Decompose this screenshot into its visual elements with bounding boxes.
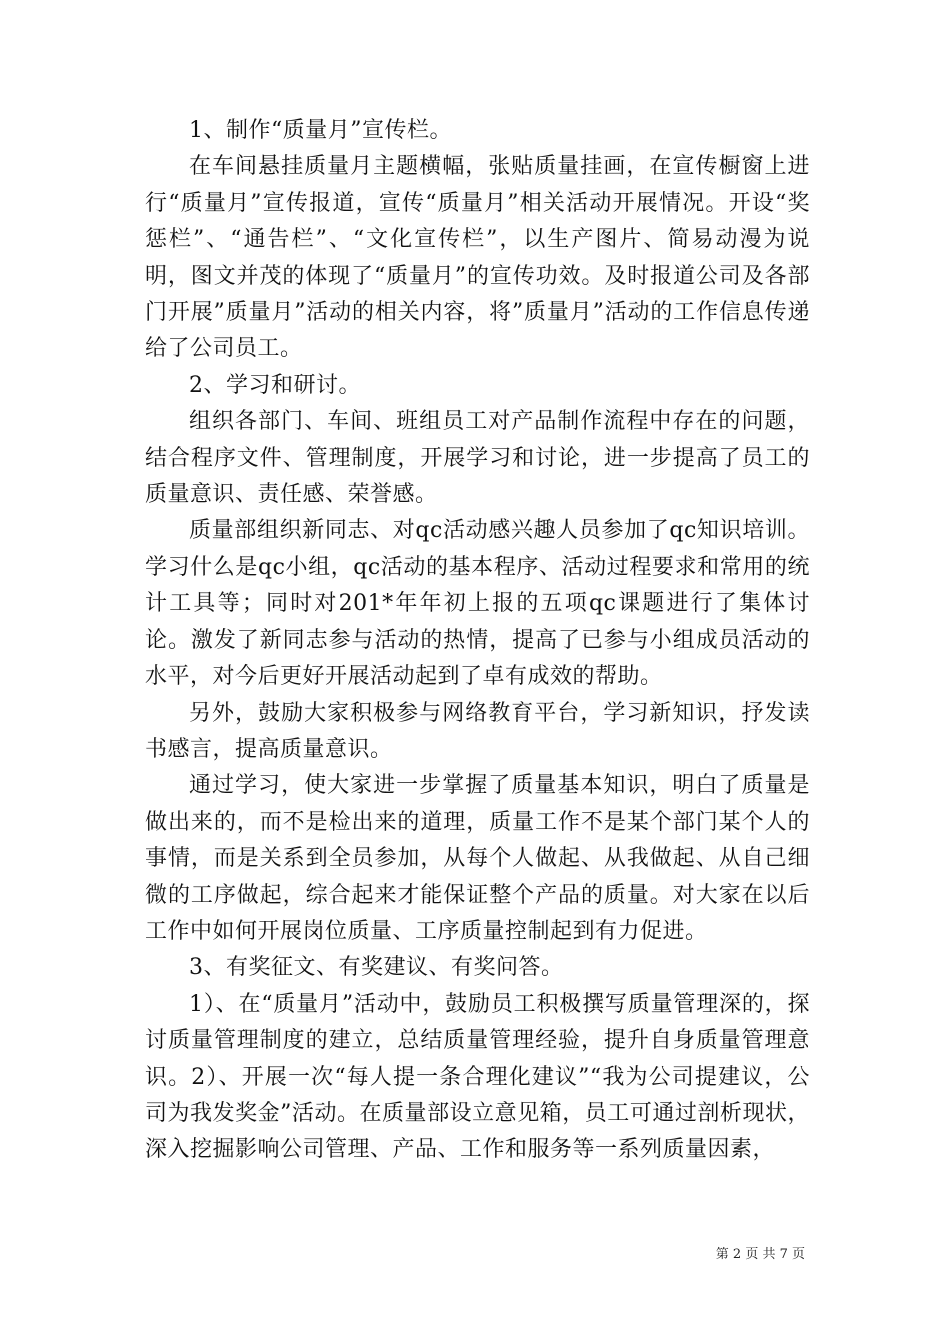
document-body [145, 113, 810, 1169]
paragraph-heading-1: 1、制作“质量月”宣传栏。 [189, 118, 452, 143]
paragraph: 另外，鼓励大家积极参与网络教育平台，学习新知识，抒发读书感言，提高质量意识。 [145, 700, 810, 762]
paragraph-heading-2: 2、学习和研讨。 [189, 372, 361, 398]
paragraph-heading-3: 3、有奖征文、有奖建议、有奖问答。 [189, 955, 564, 981]
paragraph: 1）、在“质量月”活动中，鼓励员工积极撰写质量管理深的，探讨质量管理制度的建立，总结质量管理经验，提升自身质量管理意识。2）、开展一次“每人提一条合理化建议”“我为公司提建议，公司为我发奖金”活动。在质量部设立意见箱，员工可通过剖析现状，深入挖掘影响公司管理、产品、工作和服务等一系列质量因素， [145, 991, 810, 1163]
paragraph: 通过学习，使大家进一步掌握了质量基本知识，明白了质量是做出来的，而不是检出来的道理，质量工作不是某个部门某个人的事情，而是关系到全员参加，从每个人做起、从我做起、从自己细微的工序做起，综合起来才能保证整个产品的质量。对大家在以后工作中如何开展岗位质量、工序质量控制起到有力促进。 [145, 773, 810, 944]
paragraph: 组织各部门、车间、班组员工对产品制作流程中存在的问题，结合程序文件、管理制度，开展学习和讨论，进一步提高了员工的质量意识、责任感、荣誉感。 [145, 409, 810, 508]
paragraph: 质量部组织新同志、对qc活动感兴趣人员参加了qc知识培训。学习什么是qc小组，qc活动的基本程序、活动过程要求和常用的统计工具等；同时对201*年年初上报的五项qc课题进行了集体讨论。激发了新同志参与活动的热情，提高了已参与小组成员活动的水平，对今后更好开展活动起到了卓有成效的帮助。 [145, 518, 810, 690]
page-number-footer: 第 2 页 共 7 页 [715, 1247, 805, 1262]
paragraph: 在车间悬挂质量月主题横幅，张贴质量挂画，在宣传橱窗上进行“质量月”宣传报道，宣传“质量月”相关活动开展情况。开设“奖惩栏”、“通告栏”、“文化宣传栏”，以生产图片、简易动漫为说明，图文并茂的体现了“质量月”的宣传功效。及时报道公司及各部门开展”质量月”活动的相关内容，将”质量月”活动的工作信息传递给了公司员工。 [145, 154, 810, 362]
